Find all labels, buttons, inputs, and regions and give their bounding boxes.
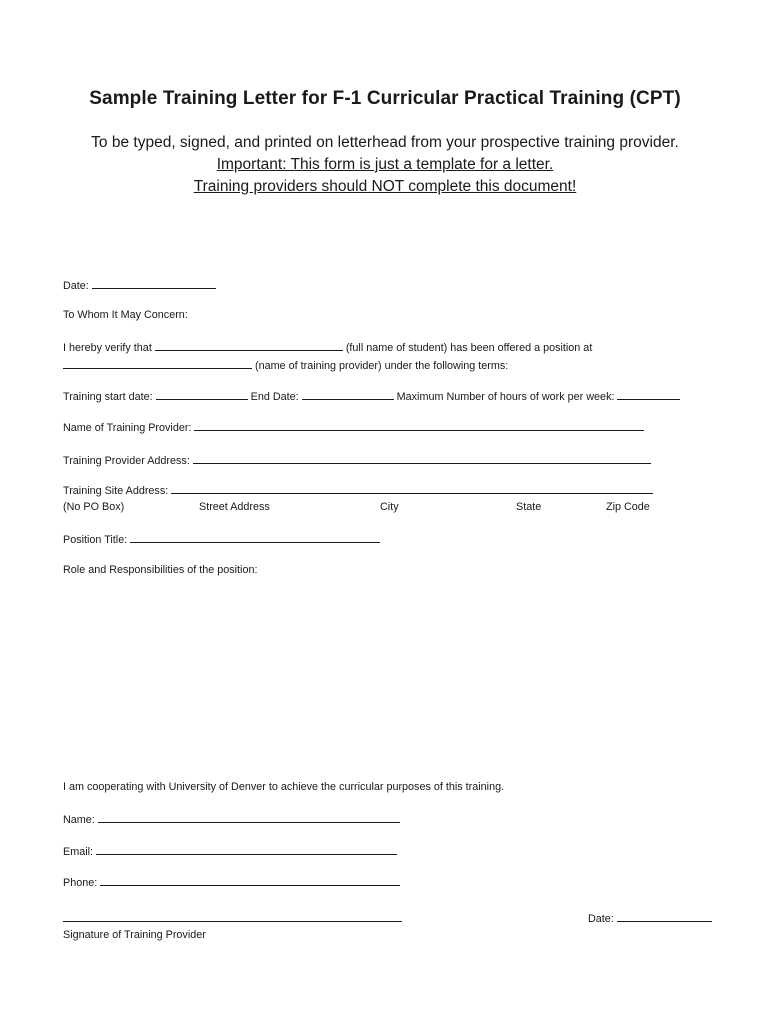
no-po-box-note: (No PO Box) [63, 501, 125, 513]
document-title: Sample Training Letter for F-1 Curricular Practical Training (CPT) [89, 88, 681, 109]
signature-date-label: Date: [588, 913, 617, 925]
hours-blank[interactable] [617, 389, 680, 400]
name-field [63, 812, 400, 826]
phone-field [63, 875, 400, 889]
hours-label: Maximum Number of hours of work per week: [393, 391, 618, 403]
date-label: Date: [63, 280, 92, 292]
street-address-caption: Street Address [199, 501, 270, 513]
name-label: Name: [63, 814, 98, 826]
verify-prefix: I hereby verify that [63, 342, 155, 354]
signature-line-wrap [63, 911, 402, 925]
student-name-blank[interactable] [155, 340, 343, 351]
date-blank[interactable] [92, 278, 216, 289]
provider-address-field [63, 453, 651, 467]
verify-sentence [63, 340, 592, 354]
signature-label: Signature of Training Provider [63, 929, 206, 941]
email-label: Email: [63, 846, 96, 858]
important-notice: Important: This form is just a template for a letter. [216, 156, 554, 173]
signature-line[interactable] [63, 911, 402, 922]
site-address-field [63, 483, 653, 497]
instruction-line: To be typed, signed, and printed on letterhead from your prospective training provider. [91, 134, 679, 151]
provider-name-blank[interactable] [63, 358, 252, 369]
cooperation-statement: I am cooperating with University of Denver to achieve the curricular purposes of this training. [63, 781, 505, 793]
provider-address-label: Training Provider Address: [63, 455, 193, 467]
provider-name-label: Name of Training Provider: [63, 422, 195, 434]
provider-sentence [63, 358, 508, 372]
greeting: To Whom It May Concern: [63, 309, 188, 321]
start-label: Training start date: [63, 391, 156, 403]
end-date-blank[interactable] [302, 389, 394, 400]
date-field [63, 278, 216, 292]
position-title-field [63, 532, 380, 546]
position-title-line[interactable] [130, 532, 380, 543]
provider-name-field [63, 420, 644, 434]
provider-address-line[interactable] [193, 453, 651, 464]
warning-notice: Training providers should NOT complete this document! [193, 178, 577, 195]
terms-line [63, 389, 680, 403]
start-date-blank[interactable] [156, 389, 248, 400]
phone-line[interactable] [100, 875, 400, 886]
signature-date-line[interactable] [617, 911, 712, 922]
end-label: End Date: [247, 391, 302, 403]
provider-suffix: (name of training provider) under the following terms: [252, 360, 509, 372]
site-address-label: Training Site Address: [63, 485, 172, 497]
signature-date-field [588, 911, 712, 925]
city-caption: City [380, 501, 399, 513]
phone-label: Phone: [63, 877, 101, 889]
zip-code-caption: Zip Code [606, 501, 650, 513]
email-field [63, 844, 397, 858]
site-address-line[interactable] [171, 483, 653, 494]
name-line[interactable] [98, 812, 400, 823]
state-caption: State [516, 501, 542, 513]
role-responsibilities-label: Role and Responsibilities of the position: [63, 564, 258, 576]
email-line[interactable] [96, 844, 397, 855]
verify-suffix: (full name of student) has been offered a position at [342, 342, 593, 354]
position-title-label: Position Title: [63, 534, 131, 546]
provider-name-line[interactable] [194, 420, 644, 431]
